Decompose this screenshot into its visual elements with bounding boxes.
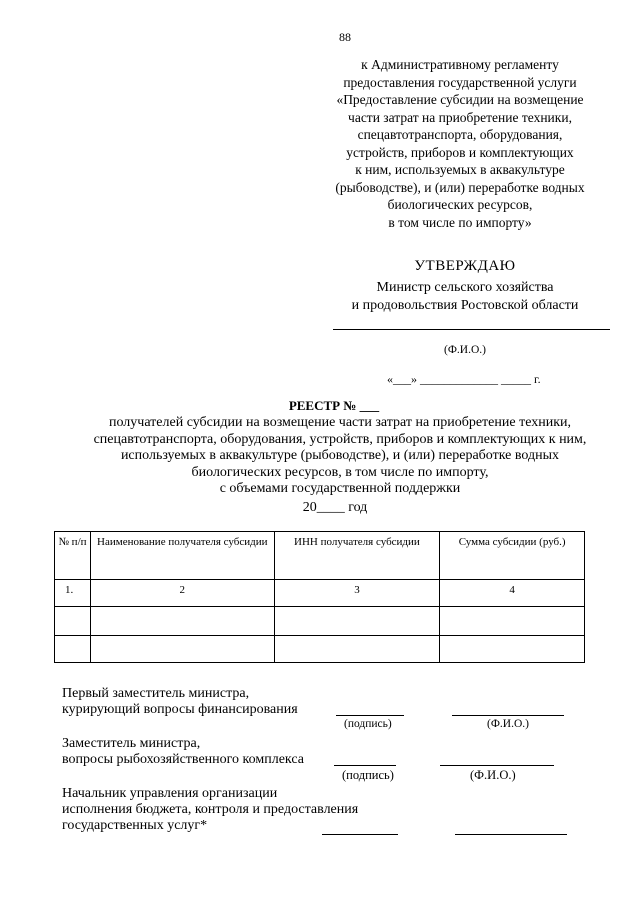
approval-title: УТВЕРЖДАЮ: [414, 258, 516, 274]
signature-caption: (подпись): [342, 768, 394, 782]
registry-description-line: используемых в аквакультуре (рыбоводстве), и (или) переработке водных: [120, 448, 560, 463]
registry-title: РЕЕСТР № ___: [288, 398, 380, 413]
registry-table: [54, 531, 585, 663]
registry-description-line: биологических ресурсов, в том числе по импорту,: [191, 464, 489, 480]
signature-title-line: вопросы рыбохозяйственного комплекса: [62, 752, 304, 767]
signature-title-line: курирующий вопросы финансирования: [62, 702, 298, 717]
deputy-fio-line: [440, 765, 554, 766]
appendix-line: (рыбоводстве), и (или) переработке водных: [335, 179, 585, 195]
registry-description-line: спецавтотранспорта, оборудования, устройств, приборов и комплектующих к ним,: [93, 431, 587, 447]
approval-signature-line: [333, 329, 610, 330]
approval-fio-caption: (Ф.И.О.): [444, 344, 486, 356]
table-cell: [440, 636, 585, 663]
approval-position-line1: Министр сельского хозяйства: [376, 280, 554, 295]
appendix-line: к Административному регламенту: [361, 57, 559, 72]
page-number: 88: [339, 30, 351, 44]
head-fio-line: [455, 834, 567, 835]
table-row: [55, 636, 585, 663]
registry-description-line: с объемами государственной поддержки: [219, 481, 461, 496]
appendix-line: спецавтотранспорта, оборудования,: [357, 127, 563, 142]
table-cell: 3: [274, 580, 440, 607]
signature-title-line: Начальник управления организации: [62, 786, 278, 801]
table-row: [55, 607, 585, 636]
appendix-line: устройств, приборов и комплектующих: [346, 144, 574, 160]
appendix-line: «Предоставление субсидии на возмещение: [336, 92, 584, 107]
signature-caption: (подпись): [344, 718, 392, 730]
fio-caption: (Ф.И.О.): [470, 768, 516, 782]
first-deputy-signature-line: [336, 715, 404, 716]
table-cell: 4: [440, 580, 585, 607]
fio-caption: (Ф.И.О.): [487, 718, 529, 730]
appendix-line: части затрат на приобретение техники,: [348, 109, 572, 125]
registry-description-line: получателей субсидии на возмещение части затрат на приобретение техники,: [108, 415, 571, 430]
header-inn: ИНН получателя субсидии: [274, 532, 440, 580]
approval-position-line2: и продовольствия Ростовской области: [351, 298, 579, 313]
deputy-signature-line: [334, 765, 396, 766]
table-header-row: [55, 532, 585, 580]
appendix-reference: [300, 56, 620, 231]
table-cell: [55, 607, 91, 636]
first-deputy-title: [62, 686, 298, 718]
registry-year: 20____ год: [302, 500, 368, 515]
appendix-line: к ним, используемых в аквакультуре: [355, 162, 565, 177]
table-cell: [440, 607, 585, 636]
approval-date-line: «___» _____________ _____ г.: [387, 372, 541, 386]
table-cell: 2: [90, 580, 274, 607]
signature-title-line: Заместитель министра,: [62, 736, 201, 751]
table-cell: 1.: [55, 580, 91, 607]
table-cell: [90, 607, 274, 636]
table-cell: [274, 607, 440, 636]
appendix-line: предоставления государственной услуги: [343, 74, 577, 90]
first-deputy-fio-line: [452, 715, 564, 716]
header-subsidy-amount: Сумма субсидии (руб.): [440, 532, 585, 580]
deputy-title: [62, 736, 304, 768]
head-signature-line: [322, 834, 398, 835]
head-of-department-title: [62, 786, 358, 834]
table-cell: [90, 636, 274, 663]
header-recipient-name: Наименование получателя субсидии: [90, 532, 274, 580]
signature-title-line: исполнения бюджета, контроля и предоставления: [62, 802, 359, 817]
appendix-line: в том числе по импорту»: [388, 214, 532, 230]
table-row: [55, 580, 585, 607]
signature-title-line: Первый заместитель министра,: [62, 686, 250, 701]
registry-description: [40, 415, 640, 498]
table-cell: [55, 636, 91, 663]
header-number: № п/п: [55, 532, 91, 580]
table-cell: [274, 636, 440, 663]
signature-title-line: государственных услуг*: [62, 818, 208, 833]
appendix-line: биологических ресурсов,: [387, 197, 533, 212]
